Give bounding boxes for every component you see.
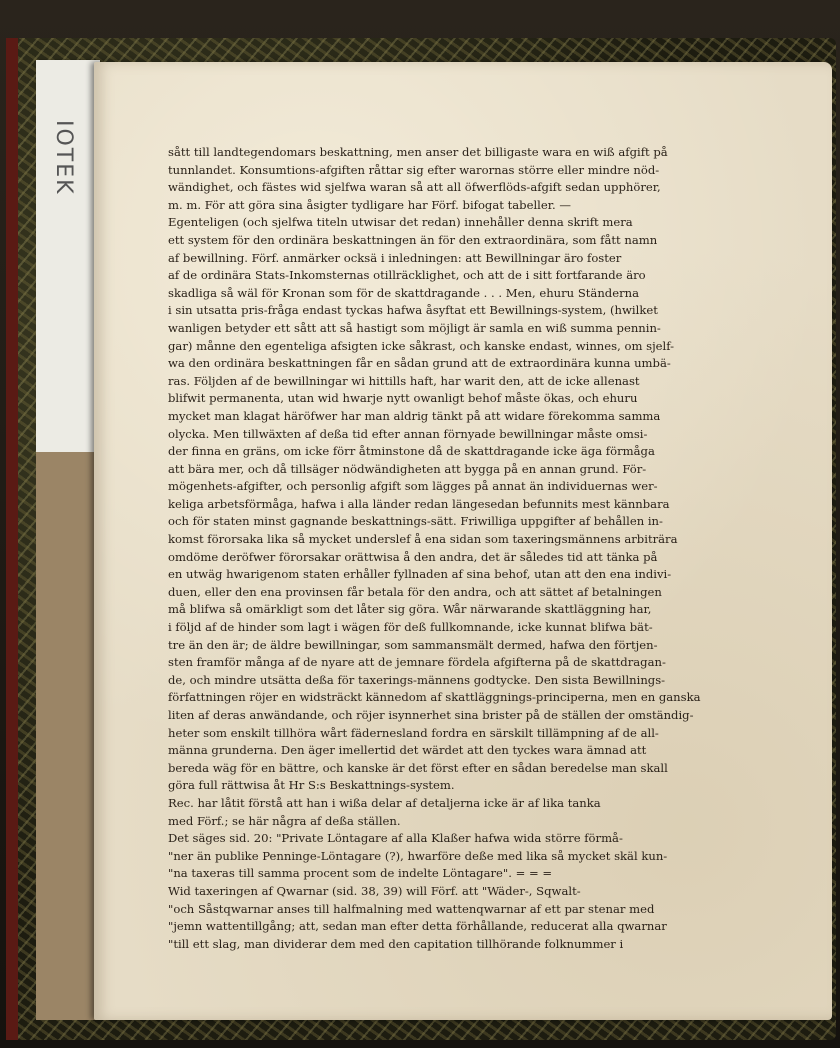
text-line: "till ett slag, man dividerar dem med den capitation tillhörande folknummer i [168, 936, 624, 951]
text-line: der finna en gräns, om icke förr åtminstone då de skattdragande icke äga förmåga [168, 444, 655, 459]
text-line: mycket man klagat häröfwer har man aldrig tänkt på att widare förekomma samma [168, 408, 661, 423]
pasted-paper-strip [36, 452, 100, 1020]
text-line: omdöme deröfwer förorsakar orättwisa å den andra, det är således tid att tänka på [168, 549, 658, 564]
text-line: komst förorsaka lika så mycket underslef å ena sidan som taxeringsmännens arbiträra [168, 532, 678, 547]
text-line: wändighet, och fästes wid sjelfwa waran så att all öfwerflöds-afgift sedan upphörer, [168, 180, 661, 195]
text-line: "jemn wattentillgång; att, sedan man efter detta förhållande, reducerat alla qwarnar [168, 919, 667, 934]
text-line: olycka. Men tillwäxten af deßa tid efter annan förnyade bewillningar måste omsi- [168, 426, 648, 441]
text-line: "na taxeras till samma procent som de indelte Löntagare". = = = [168, 866, 553, 881]
text-line: blifwit permanenta, utan wid hwarje nytt owanligt behof måste ökas, och ehuru [168, 391, 638, 406]
text-line: keliga arbetsförmåga, hafwa i alla länder redan längesedan befunnits mest kännbara [168, 496, 670, 511]
text-line: Egenteligen (och sjelfwa titeln utwisar det redan) innehåller denna skrift mera [168, 215, 633, 230]
text-line: gar) månne den egenteliga afsigten icke såkrast, och kanske endast, winnes, om sjelf- [168, 338, 675, 353]
text-line: sått till landtegendomars beskattning, men anser det billigaste wara en wiß afgift på [168, 145, 668, 159]
text-line: "ner än publike Penninge-Löntagare (?), hwarföre deße med lika så mycket skäl kun- [168, 848, 668, 863]
text-line: i sin utsatta pris-fråga endast tyckas hafwa åsyftat ett Bewillnings-system, (hwilket [168, 303, 658, 318]
book-page [94, 62, 832, 1020]
text-line: tre än den är; de äldre bewillningar, som sammansmält dermed, hafwa den förtjen- [168, 637, 658, 652]
text-line: sten framför många af de nyare att de jemnare fördela afgifterna på de skattdragan- [168, 655, 666, 670]
text-line: Det säges sid. 20: "Private Löntagare af alla Klaßer hafwa wida större förmå- [168, 831, 623, 846]
text-line: mögenhets-afgifter, och personlig afgift som lägges på annat än individuernas wer- [168, 479, 658, 494]
page-text-block [168, 144, 788, 953]
text-line: ett system för den ordinära beskattningen än för den extraordinära, som fått namn [168, 232, 658, 247]
library-slip-label: IOTEK [51, 120, 76, 196]
text-line: göra full rättwisa åt Hr S:s Beskattnings-system. [168, 778, 455, 793]
library-slip [36, 60, 100, 452]
text-line: bereda wäg för en bättre, och kanske är det först efter en sådan beredelse man skall [168, 760, 668, 775]
text-line: de, och mindre utsätta deßa för taxerings-männens godtycke. Den sista Bewillnings- [168, 672, 666, 687]
text-line: skadliga så wäl för Kronan som för de skattdragande . . . Men, ehuru Ständerna [168, 285, 640, 300]
text-line: wa den ordinära beskattningen får en sådan grund att de extraordinära kunna umbä- [168, 356, 671, 371]
text-line: att bära mer, och då tillsäger nödwändigheten att bygga på en annan grund. För- [168, 461, 647, 476]
text-line: må blifwa så omärkligt som det låter sig göra. Wår närwarande skattläggning har, [168, 602, 652, 617]
text-line: författningen röjer en widsträckt kännedom af skattläggnings-principerna, men en ganska [168, 690, 701, 705]
text-line: tunnlandet. Konsumtions-afgiften råttar sig efter warornas större eller mindre nöd- [168, 162, 660, 177]
text-line: Wid taxeringen af Qwarnar (sid. 38, 39) will Förf. att "Wäder-, Sqwalt- [168, 883, 581, 898]
text-line: i följd af de hinder som lagt i wägen för deß fullkomnande, icke kunnat blifwa bät- [168, 620, 653, 635]
text-line: af bewillning. Förf. anmärker ocksä i inledningen: att Bewillningar äro foster [168, 250, 622, 265]
book-spine-edge [6, 38, 18, 1040]
text-line: en utwäg hwarigenom staten erhåller fyllnaden af sina behof, utan att den ena indivi- [168, 567, 672, 582]
text-line: med Förf.; se här några af deßa ställen. [168, 813, 401, 828]
text-line: m. m. För att göra sina åsigter tydligare har Förf. bifogat tabeller. — [168, 197, 571, 212]
text-line: Rec. har låtit förstå att han i wißa delar af detaljerna icke är af lika tanka [168, 795, 601, 810]
text-line: männa grunderna. Den äger imellertid det wärdet att den tyckes wara ämnad att [168, 743, 647, 758]
text-line: af de ordinära Stats-Inkomsternas otillräcklighet, och att de i sitt fortfarande äro [168, 268, 646, 283]
text-line: liten af deras anwändande, och röjer isynnerhet sina brister på de ställen der omständig- [168, 708, 694, 722]
text-line: och för staten minst gagnande beskattnings-sätt. Friwilliga uppgifter af behållen in- [168, 514, 663, 529]
text-line: wanligen betyder ett sått att så hastigt som möjligt är samla en wiß summa pennin- [168, 320, 661, 335]
text-line: heter som enskilt tillhöra wårt fädernesland fordra en särskilt tillämpning af de all- [168, 725, 659, 740]
text-line: "och Såstqwarnar anses till halfmalning med wattenqwarnar af ett par stenar med [168, 901, 655, 916]
text-line: duen, eller den ena provinsen får betala för den andra, och att sättet af betalningen [168, 584, 662, 599]
text-line: ras. Följden af de bewillningar wi hittills haft, har warit den, att de icke allenast [168, 373, 640, 388]
